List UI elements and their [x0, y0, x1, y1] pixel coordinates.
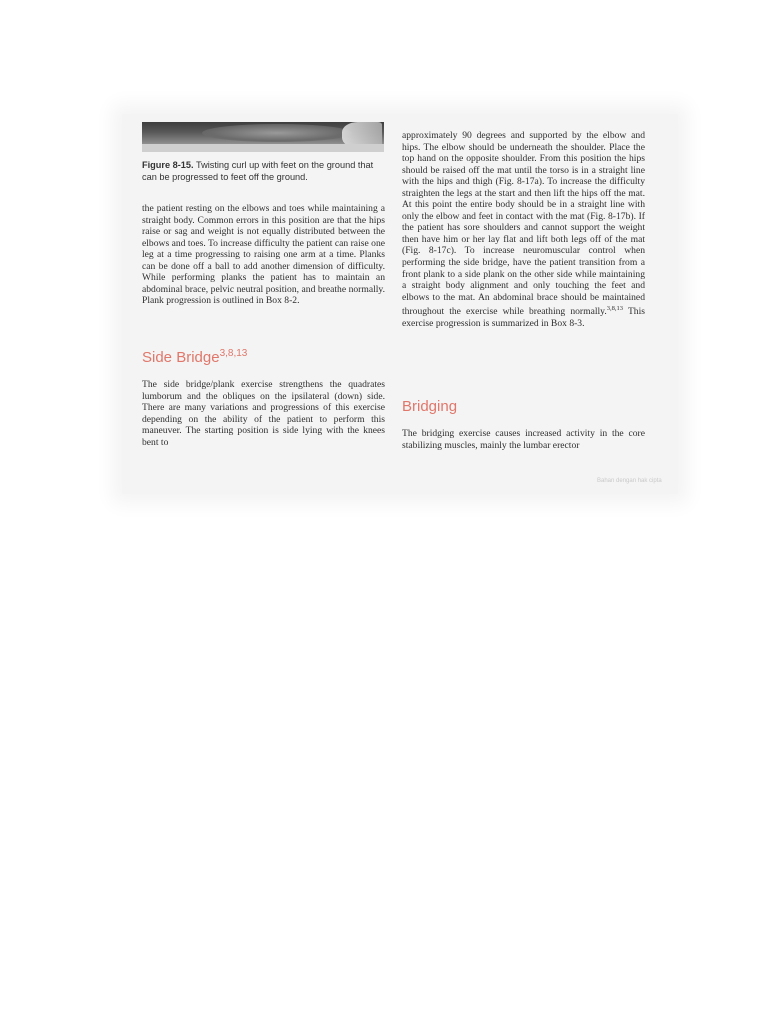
figure-label: Figure 8-15. — [142, 160, 194, 170]
right-paragraph-end: This exercise progression is summarized in Box 8-3. — [402, 306, 646, 329]
left-column-top — [142, 203, 385, 307]
heading-side-bridge — [142, 349, 247, 366]
left-paragraph-side-bridge: The side bridge/plank exercise strengthens the quadrates lumborum and the obliques on the ipsilateral (down) side. There are many variations and progressions of this exercise depending on the ability of the patient to perform this maneuver. The starting position is side lying with the knees bent to — [142, 379, 385, 448]
right-column-top — [402, 130, 645, 329]
copyright-watermark: Bahan dengan hak cipta — [597, 478, 662, 484]
figure-body-shape — [202, 124, 352, 142]
right-paragraph-bridging: The bridging exercise causes increased activity in the core stabilizing muscles, mainly the lumbar erector — [402, 428, 645, 451]
heading-bridging — [402, 398, 457, 415]
right-paragraph-side-bridge — [402, 130, 645, 329]
figure-mat — [142, 144, 384, 152]
heading-bridging-text: Bridging — [402, 398, 458, 415]
figure-caption — [142, 160, 387, 183]
heading-side-bridge-text: Side Bridge — [142, 349, 220, 366]
left-paragraph-plank: the patient resting on the elbows and toes while maintaining a straight body. Common errors in this position are that the hips raise or sag and weight is not equally distributed between the elbows and toes. To increase difficulty the patient can raise one leg at a time progressing to raising one arm at a time. Planks can be done off a ball to add another dimension of difficulty. While performing planks the patient has to maintain an abdominal brace, pelvic neutral position, and breathe normally. Plank progression is outlined in Box 8-2. — [142, 203, 385, 307]
right-paragraph-text: approximately 90 degrees and supported by the elbow and hips. The elbow should be underneath the shoulder. Place the top hand on the opposite shoulder. From this position the hips should be raised off the mat until the torso is in a straight line with the hips and thigh (Fig. 8-17a). To increase the difficulty straighten the legs at the start and then lift the hips off the mat. At this point the entire body should be in a straight line with only the elbow and feet in contact with the mat (Fig. 8-17b). If the patient has sore shoulders and cannot support the weight then have him or her lay flat and lift both legs off of the mat (Fig. 8-17c). To increase neuromuscular control when performing the side bridge, have the patient transition from a front plank to a side plank on the other side while maintaining a straight body alignment and only touching the feet and elbows to the mat. An abdominal brace should be maintained throughout the exercise while breathing normally. — [402, 130, 645, 318]
right-column-bottom — [402, 428, 645, 451]
heading-side-bridge-refs: 3,8,13 — [219, 348, 248, 359]
left-column-bottom — [142, 379, 385, 448]
figure-photo — [142, 122, 384, 152]
right-paragraph-refs: 3,8,13 — [606, 305, 624, 313]
figure-caption-text: Twisting curl up with feet on the ground that can be progressed to feet off the ground. — [142, 160, 374, 182]
